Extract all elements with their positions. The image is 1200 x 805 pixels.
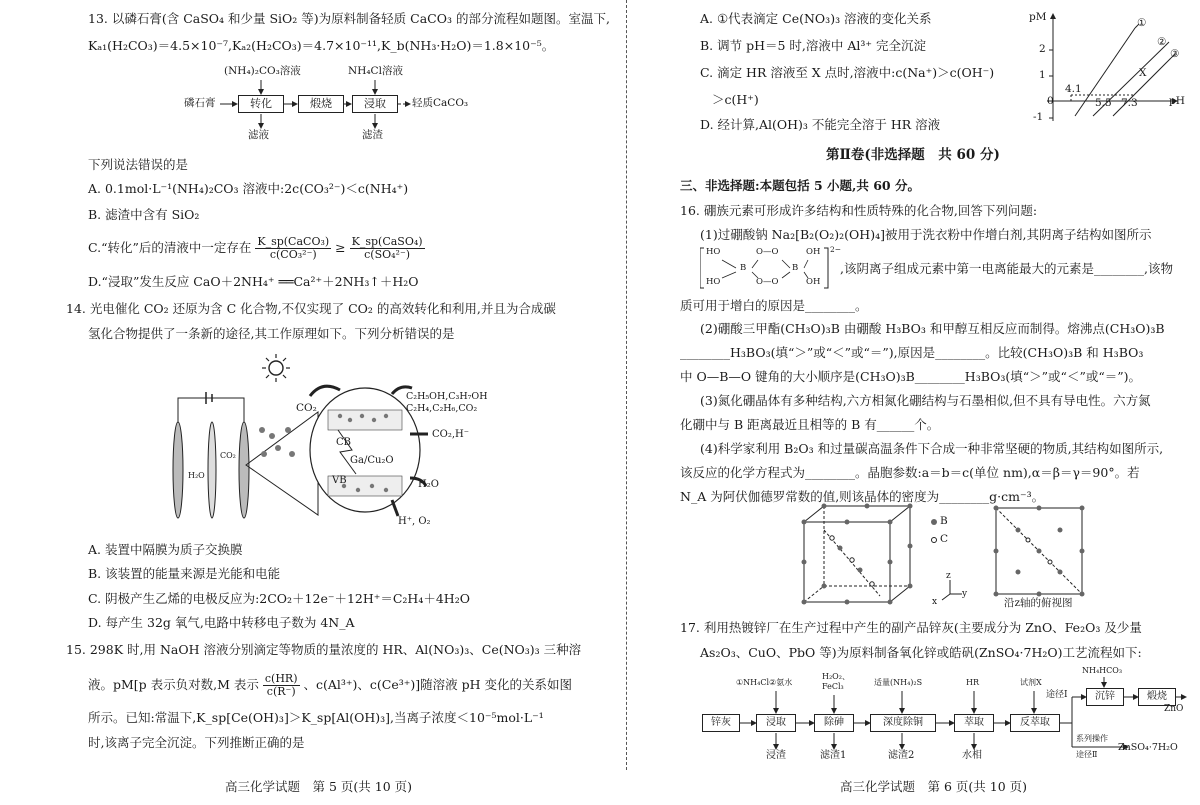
anion-ho1: HO [706, 247, 721, 257]
anion-b1: B [740, 263, 747, 273]
anion-oh2: OH [806, 277, 821, 287]
q17-reagent5: 试剂X [1020, 678, 1042, 687]
q17-flowchart [702, 665, 1192, 765]
fig-co2-top: CO₂ [296, 402, 317, 414]
flow-end-label: 轻质CaCO₃ [412, 97, 469, 109]
q16-p2-line3: 中 O—B—O 键角的大小顺序是(CH₃O)₃B________H₃BO₃(填“＞”或“＜”或“＝”)。 [680, 369, 1141, 384]
topview-caption: 沿z轴的俯视图 [1004, 597, 1073, 609]
q17-stem-line2: As₂O₃、CuO、PbO 等)为原料制备氧化锌或皓矾(ZnSO₄·7H₂O)工艺流程如下: [700, 645, 1142, 660]
q14-figure [160, 350, 510, 530]
fig-co2-left: CO₂ [220, 451, 236, 460]
anion-oo2: O—O [756, 277, 779, 287]
q15-option-a: A. ①代表滴定 Ce(NO₃)₃ 溶液的变化关系 [700, 11, 932, 26]
graph-ym1: -1 [1033, 111, 1044, 123]
q15-stem-line2 [88, 673, 572, 698]
q15-option-c-line1: C. 滴定 HR 溶液至 X 点时,溶液中:c(Na⁺)＞c(OH⁻) [700, 65, 995, 80]
q17-box-calcine: 煅烧 [1138, 688, 1176, 706]
q17-reagent6: NH₄HCO₃ [1082, 666, 1123, 675]
q17-reagent2b: FeCl₃ [822, 682, 844, 691]
q13-frac-caso4-den: c(SO₄²⁻) [364, 248, 411, 261]
flow-start-label: 磷石膏 [184, 97, 216, 109]
flow-out-filtrate: 滤液 [248, 129, 269, 141]
q17-box-back-extract: 反萃取 [1010, 714, 1060, 732]
left-footer: 高三化学试题 第 5 页(共 10 页) [225, 779, 413, 794]
graph-x-point: X [1139, 67, 1147, 79]
q13-ask: 下列说法错误的是 [88, 157, 189, 172]
anion-ho2: HO [706, 277, 721, 287]
q15-frac [263, 673, 300, 698]
crystal-drawing [800, 500, 1120, 612]
q17-box-precipitate-zinc: 沉锌 [1086, 688, 1124, 706]
axis-z: z [946, 571, 951, 581]
q13-stem-line1: 13. 以磷石膏(含 CaSO₄ 和少量 SiO₂ 等)为原料制备轻质 CaCO₃ 的部分流程如题图。室温下, [88, 11, 610, 26]
q14-option-d: D. 每产生 32g 氧气,电路中转移电子数为 4N_A [88, 615, 355, 630]
q15-stem-line4: 时,该离子完全沉淀。下列推断正确的是 [88, 735, 305, 750]
axis-x: x [932, 597, 938, 607]
q15-stem-pre: 液。pM[p 表示负对数,M 表示 [88, 677, 259, 692]
q17-reagent2a: H₂O₂、 [822, 672, 850, 681]
q15-option-d: D. 经计算,Al(OH)₃ 不能完全溶于 HR 溶液 [700, 117, 941, 132]
q15-graph-drawing [1025, 6, 1185, 130]
q16-anion-structure [700, 246, 840, 290]
fig-catalyst: Ga/Cu₂O [350, 455, 394, 466]
sun-icon [262, 354, 290, 382]
q17-out-residue2: 滤渣2 [888, 750, 915, 761]
q13-option-d: D.“浸取”发生反应 CaO＋2NH₄⁺ ══Ca²⁺＋2NH₃↑＋H₂O [88, 274, 419, 289]
q15-option-c-line2: ＞c(H⁺) [712, 92, 759, 107]
q16-p1-line3: 质可用于增白的原因是________。 [680, 298, 868, 313]
flow-arrows [180, 62, 520, 150]
q16-p3-line2: 化硼中与 B 距离最近且相等的 B 有______个。 [680, 417, 940, 432]
q13-option-a: A. 0.1mol·L⁻¹(NH₄)₂CO₃ 溶液中:2c(CO₃²⁻)＜c(NH₄⁺) [88, 181, 409, 196]
flow-box-convert: 转化 [238, 95, 284, 113]
q17-out-aqueous: 水相 [962, 750, 982, 761]
q16-p4-line3: N_A 为阿伏伽德罗常数的值,则该晶体的密度为________g·cm⁻³。 [680, 489, 1045, 504]
graph-x73: 7.3 [1121, 97, 1138, 109]
q17-zno: ZnO [1164, 704, 1184, 714]
q17-route2: 途径Ⅱ [1076, 750, 1098, 759]
q13-option-b: B. 滤渣中含有 SiO₂ [88, 207, 200, 222]
q15-frac-num: c(HR) [264, 672, 298, 685]
anion-b2: B [792, 263, 799, 273]
graph-y1: 1 [1039, 69, 1046, 81]
q13-frac-caso4 [350, 236, 425, 261]
graph-curve2: ② [1157, 36, 1167, 48]
fig-h2o-left: H₂O [188, 471, 205, 480]
graph-curve1: ① [1137, 17, 1147, 29]
q17-box-extract: 萃取 [954, 714, 994, 732]
q15-option-b: B. 调节 pH＝5 时,溶液中 Al³⁺ 完全沉淀 [700, 38, 926, 53]
graph-x55: 5.5 [1095, 97, 1112, 109]
fig-products: C₂H₅OH,C₃H₇OH [406, 391, 488, 402]
q17-route1: 途径Ⅰ [1046, 690, 1068, 700]
q17-out-residue1: 滤渣1 [820, 750, 847, 761]
legend-c: C [940, 533, 949, 545]
q16-p4-line1: (4)科学家利用 B₂O₃ 和过量碳高温条件下合成一种非常坚硬的物质,其结构如图所示, [700, 441, 1164, 456]
q13-frac-caco3-num: K_sp(CaCO₃) [257, 235, 330, 248]
q17-reagent1: ①NH₄Cl②氨水 [736, 678, 793, 687]
q16-p3-line1: (3)氮化硼晶体有多种结构,六方相氮化硼结构与石墨相似,但不具有导电性。六方氮 [700, 393, 1151, 408]
fig-h2o-right: H₂O [418, 479, 439, 490]
q13-stem-line2: Kₐ₁(H₂CO₃)＝4.5×10⁻⁷,Kₐ₂(H₂CO₃)＝4.7×10⁻¹¹,K_b(NH₃·H₂O)＝1.8×10⁻⁵。 [88, 38, 555, 53]
fig-co2-h: CO₂,H⁻ [432, 429, 470, 440]
q16-p4-line2: 该反应的化学方程式为________。晶胞参数:a＝b＝c(单位 nm),α＝β＝γ＝90°。若 [680, 465, 1140, 480]
right-page [600, 0, 1200, 805]
q17-box-remove-copper: 深度除铜 [870, 714, 936, 732]
section3-heading: 三、非选择题:本题包括 5 小题,共 60 分。 [680, 178, 920, 193]
flow-reagent-ammonium-carbonate: (NH₄)₂CO₃溶液 [224, 65, 301, 77]
q14-stem-line1: 14. 光电催化 CO₂ 还原为含 C 化合物,不仅实现了 CO₂ 的高效转化和利用,并且为合成碳 [66, 301, 556, 316]
q15-stem-post: 、c(Al³⁺)、c(Ce³⁺)]随溶液 pH 变化的关系如图 [303, 677, 572, 692]
anion-oo1: O—O [756, 247, 779, 257]
q16-stem: 16. 硼族元素可形成许多结构和性质特殊的化合物,回答下列问题: [680, 203, 1038, 218]
q16-p1-line1: (1)过硼酸钠 Na₂[B₂(O₂)₂(OH)₄]被用于洗衣粉中作增白剂,其阴离子结构如图所示 [700, 227, 1152, 242]
q17-stem-line1: 17. 利用热镀锌厂在生产过程中产生的副产品锌灰(主要成分为 ZnO、Fe₂O₃ 及少量 [680, 620, 1142, 635]
flow-out-residue: 滤渣 [362, 129, 383, 141]
anion-charge: 2− [830, 245, 842, 254]
q14-option-a: A. 装置中隔膜为质子交换膜 [88, 542, 243, 557]
q16-crystal-figure [800, 500, 1120, 612]
q14-stem-line2: 氢化合物提供了一条新的途径,其工作原理如下。下列分析错误的是 [88, 326, 455, 341]
q13-frac-caso4-num: K_sp(CaSO₄) [351, 235, 423, 248]
graph-origin: 0 [1047, 95, 1054, 107]
graph-x41: 4.1 [1065, 83, 1082, 95]
fig-cb: CB [336, 437, 351, 448]
q17-box-leach: 浸取 [756, 714, 796, 732]
q16-p2-line1: (2)硼酸三甲酯(CH₃O)₃B 由硼酸 H₃BO₃ 和甲醇互相反应而制得。熔沸点(CH₃O)₃B [700, 321, 1165, 336]
q14-figure-drawing [160, 350, 510, 530]
q16-p1-line2: ,该阴离子组成元素中第一电离能最大的元素是________,该物 [840, 261, 1173, 276]
q15-stem-line1: 15. 298K 时,用 NaOH 溶液分别滴定等物质的量浓度的 HR、Al(NO₃)₃、Ce(NO₃)₃ 三种溶 [66, 642, 582, 657]
q17-out-leach-residue: 浸渣 [766, 750, 786, 761]
q17-reagent3: 适量(NH₄)₂S [874, 678, 923, 687]
anion-oh1: OH [806, 247, 821, 257]
q15-stem-line3: 所示。已知:常温下,K_sp[Ce(OH)₃]＞K_sp[Al(OH)₃],当离子浓度＜10⁻⁵mol·L⁻¹ [88, 710, 544, 725]
q13-option-c [88, 236, 425, 261]
fig-products2: C₂H₄,C₂H₆,CO₂ [406, 403, 478, 414]
q16-p2-line2: ________H₃BO₃(填“＞”或“＜”或“＝”),原因是________。比较(CH₃O)₃B 和 H₃BO₃ [680, 345, 1144, 360]
q13-option-c-text: C.“转化”后的清液中一定存在 [88, 240, 252, 255]
graph-curve3: ③ [1170, 48, 1180, 60]
q13-relation: ≥ [335, 240, 346, 255]
q17-zinc-sulfate: ZnSO₄·7H₂O [1118, 742, 1178, 753]
q13-flowchart [180, 62, 520, 150]
legend-b: B [940, 515, 948, 527]
q17-reagent4: HR [966, 678, 979, 687]
graph-xlabel: pH [1169, 95, 1185, 107]
graph-y2: 2 [1039, 43, 1046, 55]
fig-vb: VB [332, 475, 347, 486]
q17-box-zinc-ash: 锌灰 [702, 714, 740, 732]
flow-box-leach: 浸取 [352, 95, 398, 113]
flow-box-calcine: 煅烧 [298, 95, 344, 113]
right-footer: 高三化学试题 第 6 页(共 10 页) [840, 779, 1028, 794]
fig-hplus-o2: H⁺, O₂ [398, 516, 431, 527]
q15-graph [1025, 6, 1185, 130]
q14-option-c: C. 阴极产生乙烯的电极反应为:2CO₂＋12e⁻＋12H⁺＝C₂H₄＋4H₂O [88, 591, 470, 606]
q15-frac-den: c(R⁻) [266, 685, 296, 698]
graph-ylabel: pM [1029, 11, 1047, 23]
q13-frac-caco3-den: c(CO₃²⁻) [269, 248, 317, 261]
q14-option-b: B. 该装置的能量来源是光能和电能 [88, 566, 281, 581]
axis-y: y [962, 589, 968, 599]
q13-frac-caco3 [255, 236, 331, 261]
part2-title: 第Ⅱ卷(非选择题 共 60 分) [826, 147, 1000, 163]
q17-box-remove-arsenic: 除砷 [814, 714, 854, 732]
flow-reagent-ammonium-chloride: NH₄Cl溶液 [348, 65, 403, 77]
q17-series-op: 系列操作 [1076, 734, 1108, 743]
